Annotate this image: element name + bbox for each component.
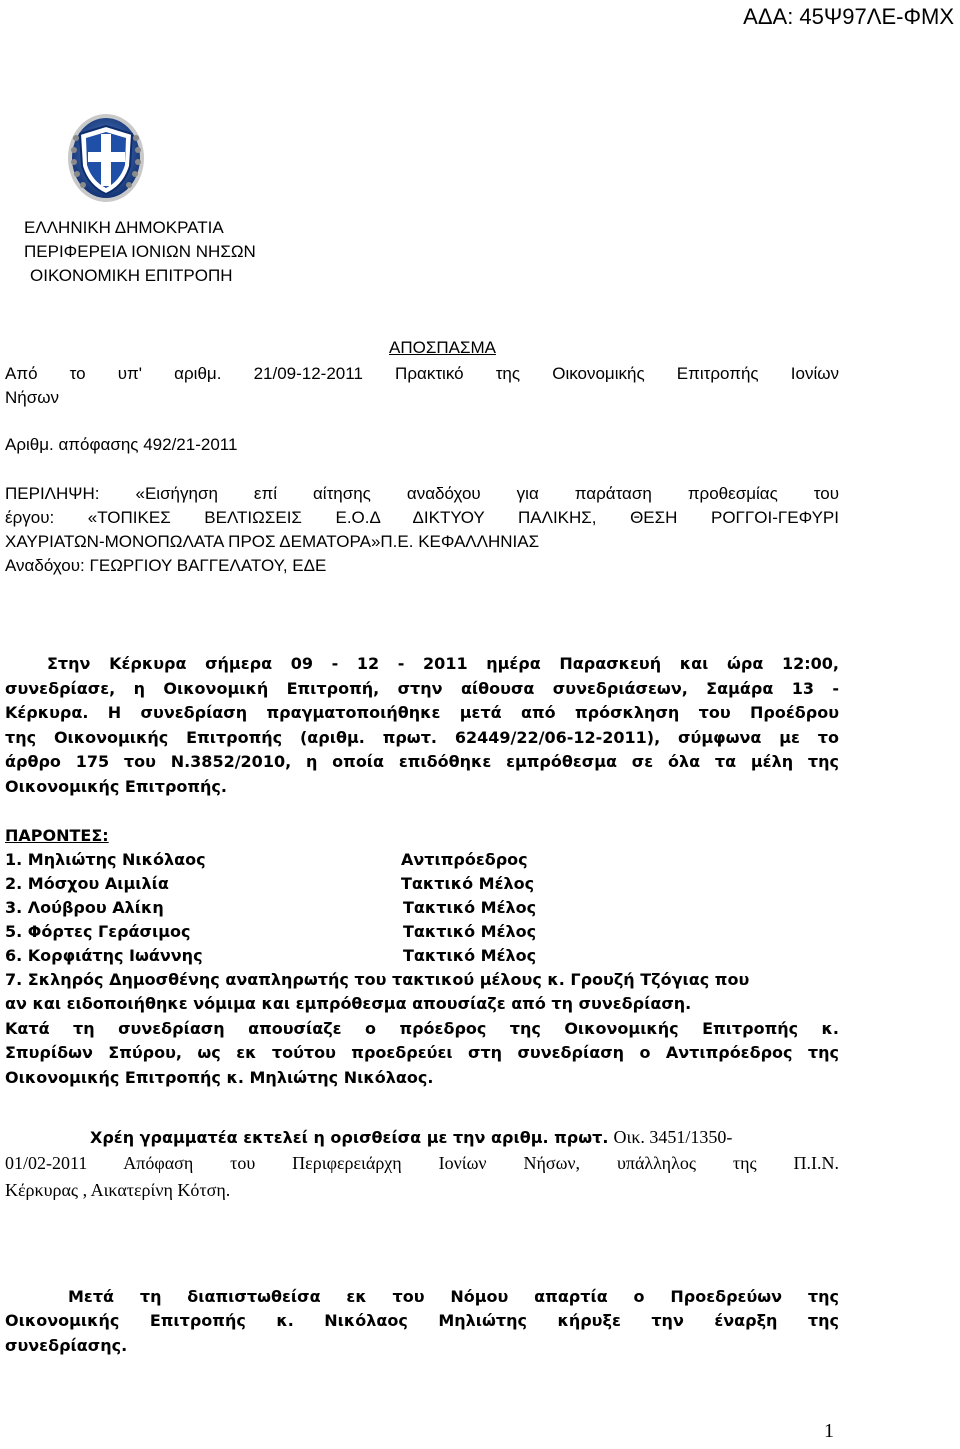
member-row: 2. Μόσχου Αιμιλία (5, 874, 169, 893)
secretary-line-1a: Χρέη γραμματέα εκτελεί η ορισθείσα με την αριθμ. πρωτ. (90, 1128, 609, 1147)
member-row: 3. Λούβρου Αλίκη (5, 898, 164, 917)
quorum-line-2: Οικονομικής Επιτροπής κ. Νικόλαος Μηλιώτης κήρυξε την έναρξη της (5, 1311, 839, 1330)
intro-line-5: άρθρο 175 του Ν.3852/2010, η οποία επιδόθηκε εμπρόθεσμα σε όλα τα μέλη της (5, 752, 839, 771)
substitute-note-1: 7. Σκληρός Δημοσθένης αναπληρωτής του τακτικού μέλους κ. Γρουζή Τζόγιας που (5, 970, 750, 989)
decision-number: Αριθμ. απόφασης 492/21-2011 (5, 435, 238, 454)
absence-line-1: Κατά τη συνεδρίαση απουσίαζε ο πρόεδρος της Οικονομικής Επιτροπής κ. (5, 1019, 839, 1038)
ada-code: ΑΔΑ: 45Ψ97ΛΕ-ΦΜΧ (743, 4, 954, 29)
absence-line-2: Σπυρίδων Σπύρου, ως εκ τούτου προεδρεύει στη συνεδρίαση ο Αντιπρόεδρος της (5, 1043, 839, 1062)
member-role: Αντιπρόεδρος (401, 850, 528, 869)
quorum-line-1: Μετά τη διαπιστωθείσα εκ του Νόμου απαρτία ο Προεδρεύων της (68, 1287, 839, 1306)
issuer-header (24, 216, 256, 288)
absence-line-3: Οικονομικής Επιτροπής κ. Μηλιώτης Νικόλαος. (5, 1068, 434, 1087)
subject-line-1: ΠΕΡΙΛΗΨΗ: «Εισήγηση επί αίτησης αναδόχου για παράταση προθεσμίας του (5, 484, 839, 503)
quorum-line-3: συνεδρίασης. (5, 1336, 128, 1355)
subject-line-2: έργου: «ΤΟΠΙΚΕΣ ΒΕΛΤΙΩΣΕΙΣ Ε.Ο.Δ ΔΙΚΤΥΟΥ ΠΑΛΙΚΗΣ, ΘΕΣΗ ΡΟΓΓΟΙ-ΓΕΦΥΡΙ (5, 508, 839, 527)
header-country: ΕΛΛΗΝΙΚΗ ΔΗΜΟΚΡΑΤΙΑ (24, 218, 224, 237)
document-heading: ΑΠΟΣΠΑΣΜΑ (389, 338, 496, 357)
member-row: 5. Φόρτες Γεράσιμος (5, 922, 191, 941)
greek-emblem-icon (66, 108, 146, 204)
present-label: ΠΑΡΟΝΤΕΣ: (5, 826, 109, 845)
member-role: Τακτικό Μέλος (403, 898, 537, 917)
intro-line-6: Οικονομικής Επιτροπής. (5, 777, 227, 796)
substitute-note-2: αν και ειδοποιήθηκε νόμιμα και εμπρόθεσμα απουσίαζε από τη συνεδρίαση. (5, 994, 692, 1013)
subject-line-3: ΧΑΥΡΙΑΤΩΝ-ΜΟΝΟΠΩΛΑΤΑ ΠΡΟΣ ΔΕΜΑΤΟΡΑ»Π.Ε. ΚΕΦΑΛΛΗΝΙΑΣ (5, 532, 540, 551)
reference-line-2: Νήσων (5, 388, 59, 407)
header-committee: ΟΙΚΟΝΟΜΙΚΗ ΕΠΙΤΡΟΠΗ (30, 266, 233, 285)
member-role: Τακτικό Μέλος (403, 922, 537, 941)
intro-line-4: της Οικονομικής Επιτροπής (αριθμ. πρωτ. 62449/22/06-12-2011), σύμφωνα με το (5, 728, 839, 747)
secretary-line-3: Κέρκυρας , Αικατερίνη Κότση. (5, 1180, 231, 1200)
member-role: Τακτικό Μέλος (401, 874, 535, 893)
intro-line-3: Κέρκυρα. Η συνεδρίαση πραγματοποιήθηκε μετά από πρόσκληση του Προέδρου (5, 703, 839, 722)
header-region: ΠΕΡΙΦΕΡΕΙΑ ΙΟΝΙΩΝ ΝΗΣΩΝ (24, 242, 256, 261)
intro-line-2: συνεδρίασε, η Οικονομική Επιτροπή, στην αίθουσα συνεδριάσεων, Σαμάρα 13 - (5, 679, 839, 698)
secretary-line-1 (90, 1127, 732, 1148)
member-role: Τακτικό Μέλος (403, 946, 537, 965)
intro-line-1: Στην Κέρκυρα σήμερα 09 - 12 - 2011 ημέρα Παρασκευή και ώρα 12:00, (47, 654, 839, 673)
secretary-line-2: 01/02-2011 Απόφαση του Περιφερειάρχη Ιονίων Νήσων, υπάλληλος της Π.Ι.Ν. (5, 1153, 839, 1173)
page-number: 1 (824, 1420, 834, 1442)
subject-line-4: Αναδόχου: ΓΕΩΡΓΙΟΥ ΒΑΓΓΕΛΑΤΟΥ, ΕΔΕ (5, 556, 327, 575)
reference-line-1: Από το υπ' αριθμ. 21/09-12-2011 Πρακτικό της Οικονομικής Επιτροπής Ιονίων (5, 364, 839, 383)
member-row: 6. Κορφιάτης Ιωάννης (5, 946, 203, 965)
secretary-line-1b: Οικ. 3451/1350- (613, 1127, 733, 1147)
member-row: 1. Μηλιώτης Νικόλαος (5, 850, 206, 869)
